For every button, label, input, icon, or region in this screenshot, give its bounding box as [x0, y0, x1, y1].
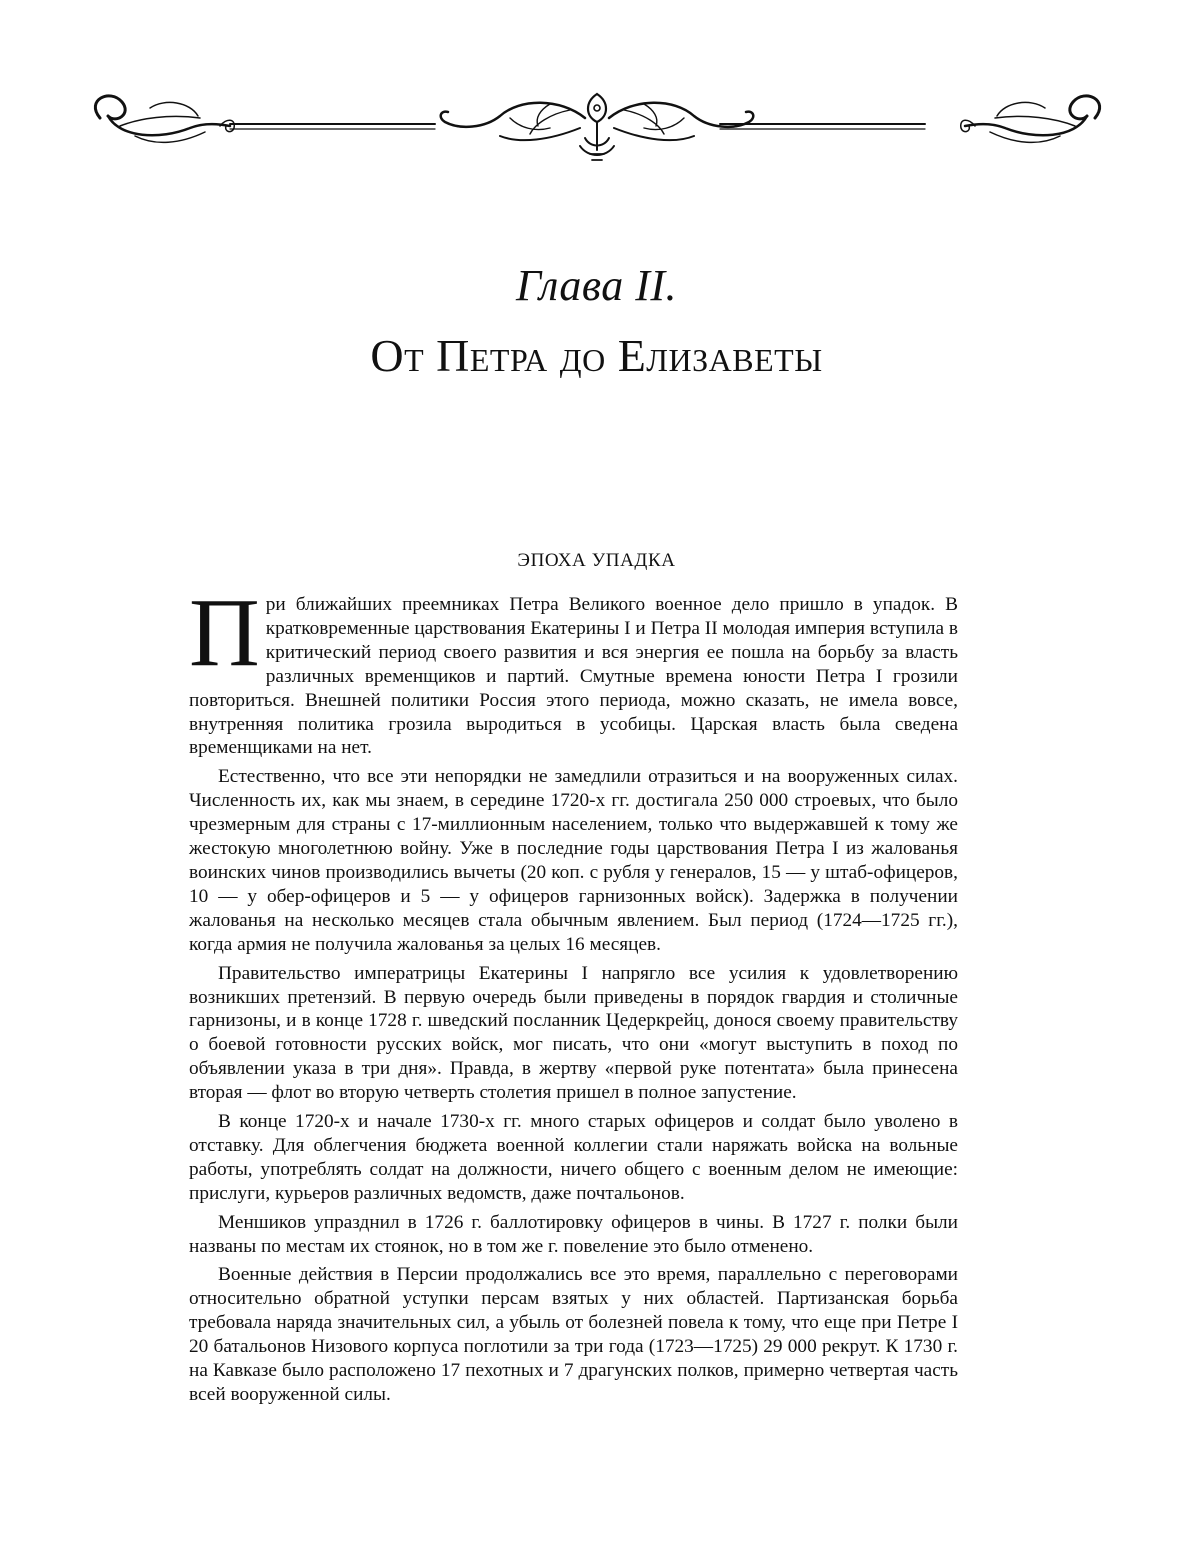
- chapter-number: Глава II.: [515, 261, 677, 310]
- body-text: [189, 579, 958, 1412]
- paragraph-6: Военные действия в Персии продолжались все это время, параллельно с переговорами относительно обратной уступки персам взятых у них областей. Партизанская борьба требовала наряда значительных сил, а убыль от болезней повела к тому, что еще при Петре I 20 батальонов Низового корпуса поглотили за три года (1723—1725) 29 000 рекрут. К 1730 г. на Кавказе было расположено 17 пехотных и 7 драгунских полков, примерно четвертая часть всей вооруженной силы.: [189, 1264, 958, 1405]
- drop-cap: П: [189, 579, 260, 687]
- chapter-title: От Петра до Елизаветы: [370, 330, 823, 381]
- paragraph-3: Правительство императрицы Екатерины I напрягло все усилия к удовлетворению возникших претензий. В первую очередь были приведены в порядок гвардия и столичные гарнизоны, и в конце 1728 г. шведский посланник Цедеркрейц, донося своему правительству о боевой готовности русских войск, мог писать, что они «могут выступить в поход по объявлении указа в три дня». Правда, в жертву «первой руке потентата» была принесена вторая — флот во вторую четверть столетия пришел в полное запустение.: [189, 962, 958, 1104]
- paragraph-2: Естественно, что все эти непорядки не замедлили отразиться и на вооруженных силах. Численность их, как мы знаем, в середине 1720-х гг. достигала 250 000 строевых, что было чрезмерным для страны с 17-миллионным населением, только что выдержавшей к тому же жестокую многолетнюю войну. Уже в последние годы царствования Петра I из жалованья воинских чинов производились вычеты (20 коп. с рубля у генералов, 15 — у штаб-офицеров, 10 — у обер-офицеров и 5 — у офицеров гарнизонных войск). Задержка в получении жалованья на несколько месяцев стала обычным явлением. Был период (1724—1725 гг.), когда армия не получила жалованья за целых 16 месяцев.: [189, 766, 958, 955]
- paragraph-1-text: ри ближайших преемниках Петра Великого военное дело пришло в упадок. В кратковременные царствования Екатерины I и Петра II молодая империя вступила в критический период своего развития и вся энергия ее пошла на борьбу за власть различных временщиков и партий. Смутные времена юности Петра I грозили повториться. Внешней политики Россия этого периода, можно сказать, не имела вовсе, внутренняя политика грозила выродиться в усобицы. Царская власть была сведена временщиками на нет.: [189, 594, 958, 759]
- paragraph-5: Меншиков упразднил в 1726 г. баллотировку офицеров в чины. В 1727 г. полки были названы по местам их стоянок, но в том же г. повеление это было отменено.: [189, 1211, 958, 1257]
- ornamental-header-flourish: [80, 88, 1115, 168]
- paragraph-4: В конце 1720-х и начале 1730-х гг. много старых офицеров и солдат было уволено в отставку. Для облегчения бюджета военной коллегии стали наряжать войска на вольные работы, употреблять солдат на должности, ничего общего с военным делом не имеющие: прислуги, курьеров различных ведомств, даже почтальонов.: [189, 1111, 958, 1204]
- paragraph-1: [189, 579, 958, 760]
- section-heading: ЭПОХА УПАДКА: [517, 550, 676, 571]
